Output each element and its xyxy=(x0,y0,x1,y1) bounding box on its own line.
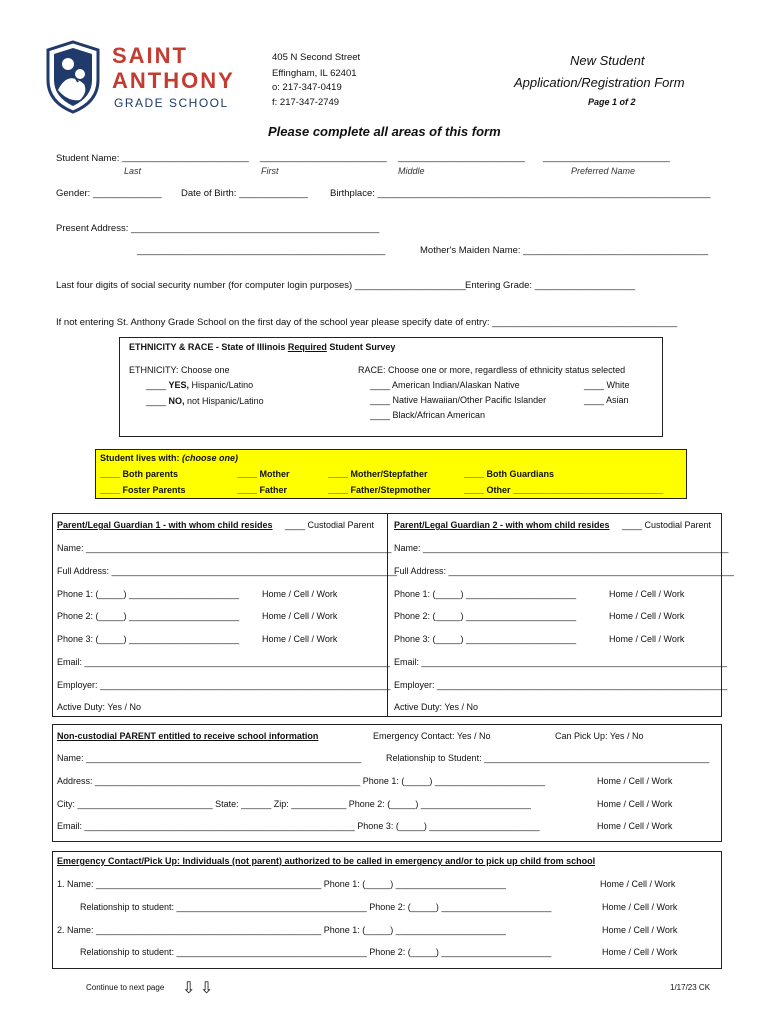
emergency-contact-title: Emergency Contact/Pick Up: Individuals (not parent) authorized to be called in emergency and/or to pick up child from school xyxy=(57,856,596,866)
guardian-1-custodial[interactable]: ____ Custodial Parent xyxy=(285,520,375,530)
present-address-field[interactable]: Present Address: _______________________________________________ xyxy=(56,223,380,234)
noncustodial-city-phone-2[interactable]: City: ___________________________ State: ______ Zip: ___________ Phone 2: (_____) ______________________ xyxy=(57,799,531,809)
guardian-1-address-field[interactable]: Full Address: _________________________________________________________ xyxy=(57,566,397,576)
student-middle-name-field[interactable]: ________________________ xyxy=(398,152,525,163)
gender-field[interactable]: Gender: _____________ xyxy=(56,188,162,199)
ethnicity-yes-blank[interactable]: ____ xyxy=(146,380,169,390)
guardian-1-phone-2-type[interactable]: Home / Cell / Work xyxy=(262,611,338,621)
last-caption: Last xyxy=(124,166,142,176)
student-last-name-field[interactable]: ________________________ xyxy=(122,152,249,163)
ethnicity-heading: ETHNICITY: Choose one xyxy=(129,365,230,375)
address-line-2: Effingham, IL 62401 xyxy=(272,68,357,79)
school-name-line-1: SAINT xyxy=(112,43,188,68)
school-name-line-3: GRADE SCHOOL xyxy=(114,96,229,110)
guardian-1-phone-3[interactable]: Phone 3: (_____) ______________________ xyxy=(57,634,240,644)
noncustodial-address-phone-1[interactable]: Address: _____________________________________________________ Phone 1: (_____) ______________________ xyxy=(57,776,545,786)
guardian-1-phone-2[interactable]: Phone 2: (_____) ______________________ xyxy=(57,611,240,621)
dob-field[interactable]: Date of Birth: _____________ xyxy=(181,188,308,199)
middle-caption: Middle xyxy=(398,166,425,176)
guardian-1-email-field[interactable]: Email: _____________________________________________________________ xyxy=(57,657,390,667)
race-option-pacific-islander[interactable]: ____ Native Hawaiian/Other Pacific Islander xyxy=(370,395,547,405)
noncustodial-phone-1-type[interactable]: Home / Cell / Work xyxy=(597,776,673,786)
guardian-2-title: Parent/Legal Guardian 2 - with whom child resides xyxy=(394,520,610,530)
noncustodial-phone-2-type[interactable]: Home / Cell / Work xyxy=(597,799,673,809)
guardian-2-email-field[interactable]: Email: _____________________________________________________________ xyxy=(394,657,727,667)
lives-with-title xyxy=(100,453,238,463)
emergency-1-phone-1-type[interactable]: Home / Cell / Work xyxy=(600,879,676,889)
race-heading: RACE: Choose one or more, regardless of ethnicity status selected xyxy=(358,365,626,375)
guardian-2-phone-2[interactable]: Phone 2: (_____) ______________________ xyxy=(394,611,577,621)
emergency-2-relationship-phone-2[interactable]: Relationship to student: ______________________________________ Phone 2: (_____) ______________________ xyxy=(80,947,552,957)
student-first-name-field[interactable]: ________________________ xyxy=(260,152,387,163)
guardian-1-active-duty[interactable]: Active Duty: Yes / No xyxy=(57,702,142,712)
guardian-2-address-field[interactable]: Full Address: _________________________________________________________ xyxy=(394,566,734,576)
mother-maiden-name-field[interactable]: Mother's Maiden Name: ___________________________________ xyxy=(420,245,709,256)
emergency-2-phone-1-type[interactable]: Home / Cell / Work xyxy=(602,925,678,935)
emergency-1-name-phone-1[interactable]: 1. Name: _____________________________________________ Phone 1: (_____) ______________________ xyxy=(57,879,506,889)
noncustodial-can-pick-up[interactable]: Can Pick Up: Yes / No xyxy=(555,731,644,741)
present-address-line-2[interactable]: _______________________________________________ xyxy=(137,245,386,256)
ssn-field[interactable]: Last four digits of social security number (for computer login purposes) _____________________ xyxy=(56,280,466,291)
ethnicity-race-title xyxy=(129,342,395,352)
ethnicity-yes-desc: Hispanic/Latino xyxy=(189,380,254,390)
noncustodial-title: Non-custodial PARENT entitled to receive school information xyxy=(57,731,319,741)
continue-note: Continue to next page xyxy=(86,983,165,992)
ethnicity-no-desc: not Hispanic/Latino xyxy=(184,396,264,406)
page-number: Page 1 of 2 xyxy=(588,97,636,107)
down-arrow-icons: ⇩ ⇩ xyxy=(182,980,214,997)
lives-with-title-hint: (choose one) xyxy=(182,453,239,463)
ethnicity-title-suffix: Student Survey xyxy=(326,342,396,352)
instruction-heading: Please complete all areas of this form xyxy=(268,124,501,139)
emergency-2-name-phone-1[interactable]: 2. Name: _____________________________________________ Phone 1: (_____) ______________________ xyxy=(57,925,506,935)
student-preferred-name-field[interactable]: ________________________ xyxy=(543,152,670,163)
ethnicity-no-label: NO, xyxy=(168,396,185,406)
noncustodial-emergency-contact[interactable]: Emergency Contact: Yes / No xyxy=(373,731,491,741)
first-caption: First xyxy=(261,166,279,176)
race-option-asian[interactable]: ____ Asian xyxy=(584,395,629,405)
school-crest-logo xyxy=(44,40,102,114)
guardian-2-employer-field[interactable]: Employer: __________________________________________________________ xyxy=(394,680,728,690)
emergency-2-phone-2-type[interactable]: Home / Cell / Work xyxy=(602,947,678,957)
ethnicity-option-no[interactable] xyxy=(146,396,264,406)
guardian-2-name-field[interactable]: Name: _____________________________________________________________ xyxy=(394,543,729,553)
school-name-line-2: ANTHONY xyxy=(112,68,235,93)
ethnicity-yes-label: YES, xyxy=(168,380,190,390)
lives-with-both-parents[interactable]: ____ Both parents xyxy=(100,469,179,479)
revision-date: 1/17/23 CK xyxy=(670,983,711,992)
entry-date-field[interactable]: If not entering St. Anthony Grade School on the first day of the school year please specify date of entry: ___________________________________ xyxy=(56,317,678,328)
noncustodial-relationship-field[interactable]: Relationship to Student: _____________________________________________ xyxy=(386,753,710,763)
form-title-line-2: Application/Registration Form xyxy=(514,75,685,90)
lives-with-other[interactable]: ____ Other ______________________________ xyxy=(464,485,664,495)
guardian-2-phone-3-type[interactable]: Home / Cell / Work xyxy=(609,634,685,644)
guardian-1-employer-field[interactable]: Employer: __________________________________________________________ xyxy=(57,680,391,690)
guardian-2-custodial[interactable]: ____ Custodial Parent xyxy=(622,520,712,530)
birthplace-field[interactable]: Birthplace: _______________________________________________________________ xyxy=(330,188,711,199)
noncustodial-email-phone-3[interactable]: Email: ______________________________________________________ Phone 3: (_____) ______________________ xyxy=(57,821,540,831)
preferred-caption: Preferred Name xyxy=(571,166,636,176)
emergency-1-relationship-phone-2[interactable]: Relationship to student: ______________________________________ Phone 2: (_____) ______________________ xyxy=(80,902,552,912)
noncustodial-phone-3-type[interactable]: Home / Cell / Work xyxy=(597,821,673,831)
race-option-american-indian[interactable]: ____ American Indian/Alaskan Native xyxy=(370,380,520,390)
ethnicity-title-required: Required xyxy=(287,342,327,352)
lives-with-mother-stepfather[interactable]: ____ Mother/Stepfather xyxy=(328,469,428,479)
lives-with-title-text: Student lives with: xyxy=(100,453,183,463)
lives-with-foster-parents[interactable]: ____ Foster Parents xyxy=(100,485,186,495)
race-option-black[interactable]: ____ Black/African American xyxy=(370,410,486,420)
noncustodial-name-field[interactable]: Name: _______________________________________________________ xyxy=(57,753,362,763)
guardian-1-name-field[interactable]: Name: _____________________________________________________________ xyxy=(57,543,392,553)
student-name-label: Student Name: xyxy=(56,153,120,164)
fax-number: f: 217-347-2749 xyxy=(272,97,340,108)
guardian-1-phone-1-type[interactable]: Home / Cell / Work xyxy=(262,589,338,599)
guardian-2-phone-2-type[interactable]: Home / Cell / Work xyxy=(609,611,685,621)
guardian-2-phone-3[interactable]: Phone 3: (_____) ______________________ xyxy=(394,634,577,644)
race-option-white[interactable]: ____ White xyxy=(584,380,630,390)
ethnicity-option-yes[interactable] xyxy=(146,380,253,390)
form-title-line-1: New Student xyxy=(570,53,645,68)
guardian-2-phone-1[interactable]: Phone 1: (_____) ______________________ xyxy=(394,589,577,599)
guardian-1-phone-1[interactable]: Phone 1: (_____) ______________________ xyxy=(57,589,240,599)
lives-with-father[interactable]: ____ Father xyxy=(237,485,288,495)
office-phone: o: 217-347-0419 xyxy=(272,82,342,93)
lives-with-both-guardians[interactable]: ____ Both Guardians xyxy=(464,469,555,479)
address-line-1: 405 N Second Street xyxy=(272,52,361,63)
emergency-1-phone-2-type[interactable]: Home / Cell / Work xyxy=(602,902,678,912)
guardian-2-active-duty[interactable]: Active Duty: Yes / No xyxy=(394,702,479,712)
guardian-1-title: Parent/Legal Guardian 1 - with whom child resides xyxy=(57,520,273,530)
ethnicity-no-blank[interactable]: ____ xyxy=(146,396,169,406)
lives-with-mother[interactable]: ____ Mother xyxy=(237,469,290,479)
guardian-1-phone-3-type[interactable]: Home / Cell / Work xyxy=(262,634,338,644)
ethnicity-title-text: ETHNICITY & RACE - State of Illinois xyxy=(129,342,288,352)
guardian-2-phone-1-type[interactable]: Home / Cell / Work xyxy=(609,589,685,599)
entering-grade-field[interactable]: Entering Grade: ___________________ xyxy=(465,280,636,291)
lives-with-father-stepmother[interactable]: ____ Father/Stepmother xyxy=(328,485,431,495)
